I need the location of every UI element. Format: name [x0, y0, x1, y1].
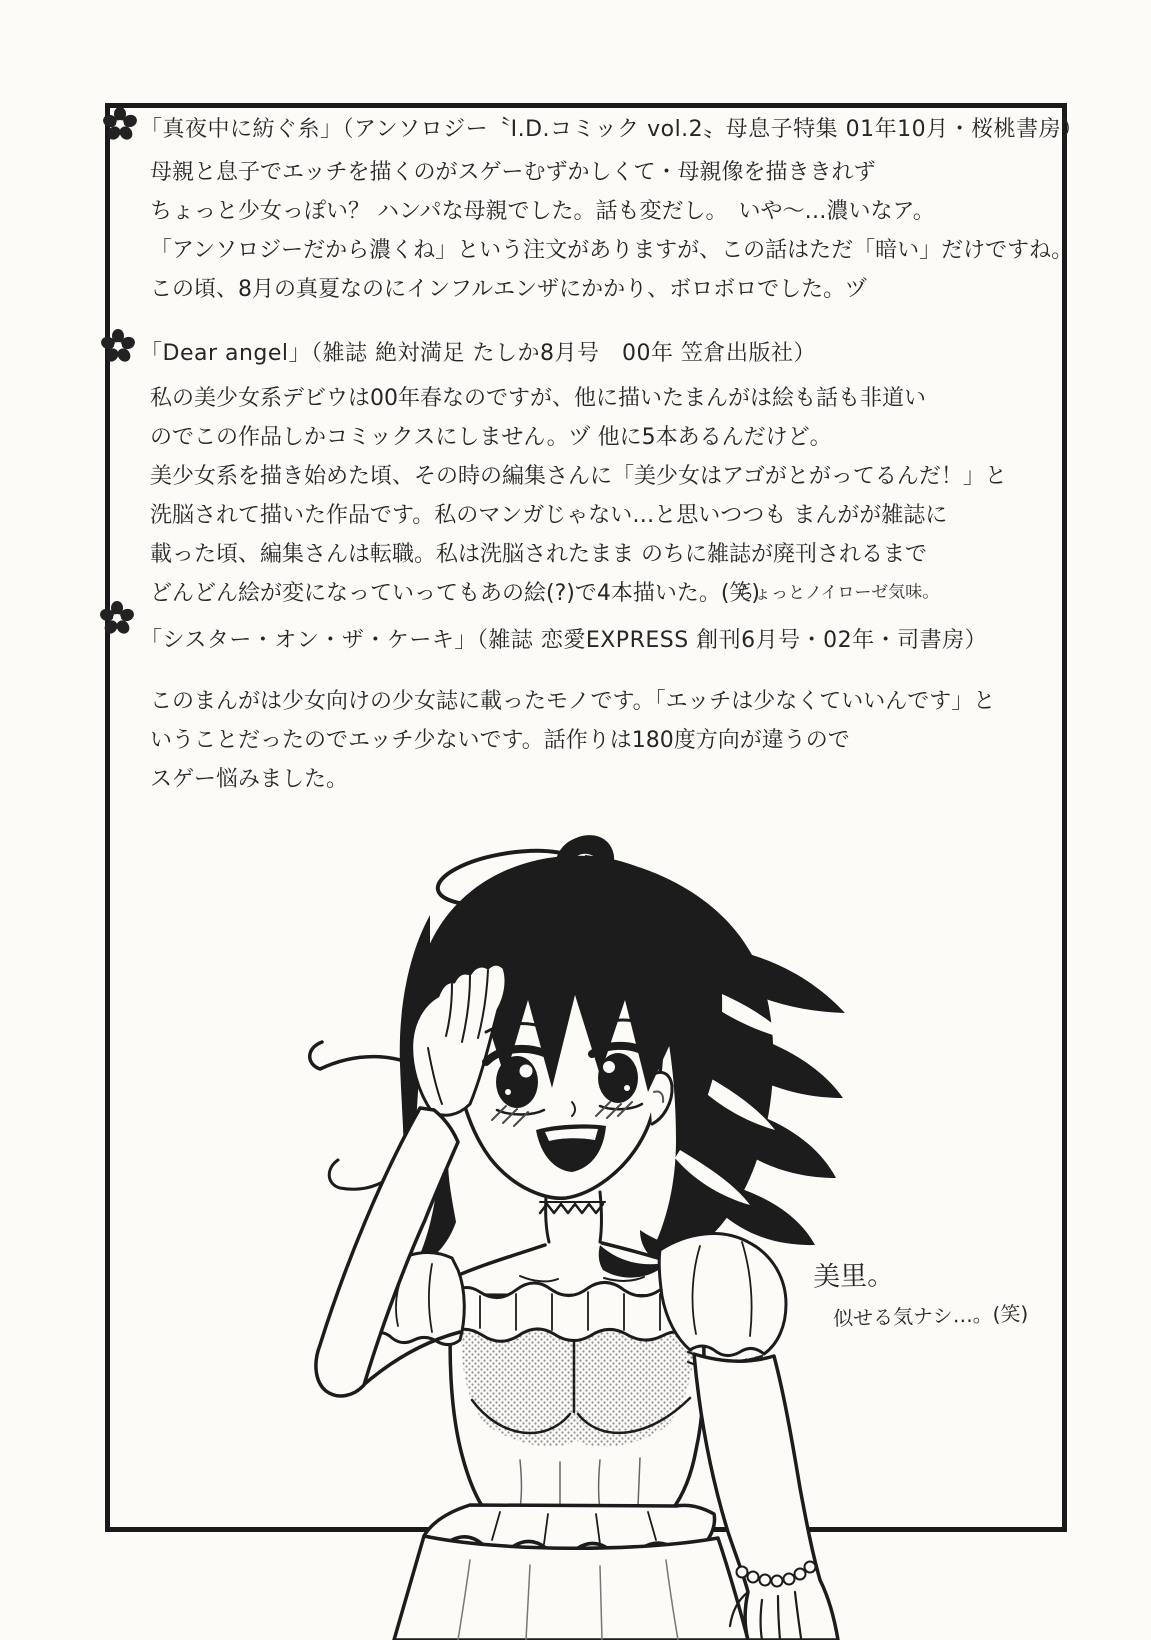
section-2-line: 私の美少女系デビウは00年春なのですが、他に描いたまんがは絵も話も非道い	[150, 386, 926, 411]
section-3-title: 「シスター・オン・ザ・ケーキ」（雑誌 恋愛EXPRESS 創刊6月号・02年・司書房）	[140, 628, 988, 653]
section-1-line: この頃、8月の真夏なのにインフルエンザにかかり、ボロボロでした。ヅ	[150, 277, 868, 302]
choker	[540, 1204, 603, 1213]
skirt	[394, 1536, 748, 1640]
section-3-line: スゲー悩みました。	[150, 767, 349, 792]
section-2-side-note: ちょっとノイローゼ気味。	[736, 582, 940, 604]
section-2-line: どんどん絵が変になっていってもあの絵(?)で4本描いた。(笑)	[150, 581, 761, 606]
section-1-line: ちょっと少女っぽい？ ハンパな母親でした。話も変だし。 いや〜…濃いなア。	[150, 199, 935, 224]
section-2-line: 載った頃、編集さんは転職。私は洗脳されたまま のちに雑誌が廃刊されるまで	[150, 542, 927, 567]
section-1-line: 母親と息子でエッチを描くのがスゲーむずかしくて・母親像を描ききれず	[150, 160, 876, 185]
left-eye	[496, 1056, 538, 1108]
section-1-title: 「真夜中に紡ぐ糸」（アンソロジー〝I.D.コミック vol.2〟母息子特集 01年10月・桜桃書房）	[140, 117, 1084, 142]
caption-side-note: 似せる気ナシ…。(笑)	[832, 1301, 1029, 1331]
right-eye	[598, 1053, 638, 1103]
section-2-line: のでこの作品しかコミックスにしません。ヅ 他に5本あるんだけど。	[150, 425, 832, 450]
caption-character-name: 美里。	[812, 1260, 895, 1293]
section-2-line: 美少女系を描き始めた頃、その時の編集さんに「美少女はアゴがとがってるんだ！」と	[150, 464, 1007, 489]
section-3-line: いうことだったのでエッチ少ないです。話作りは180度方向が違うので	[150, 728, 850, 753]
section-2-title: 「Dear angel」（雑誌 絶対満足 たしか8月号 00年 笠倉出版社）	[140, 341, 817, 366]
section-2-line: 洗脳されて描いた作品です。私のマンガじゃない…と思いつつも まんがが雑誌に	[150, 503, 948, 528]
right-puff-sleeve	[659, 1234, 786, 1356]
section-1-line: 「アンソロジーだから濃くね」という注文がありますが、この話はただ「暗い」だけですね。	[150, 238, 1074, 263]
section-3-line: このまんがは少女向けの少女誌に載ったモノです。「エッチは少なくていいんです」と	[150, 689, 996, 714]
